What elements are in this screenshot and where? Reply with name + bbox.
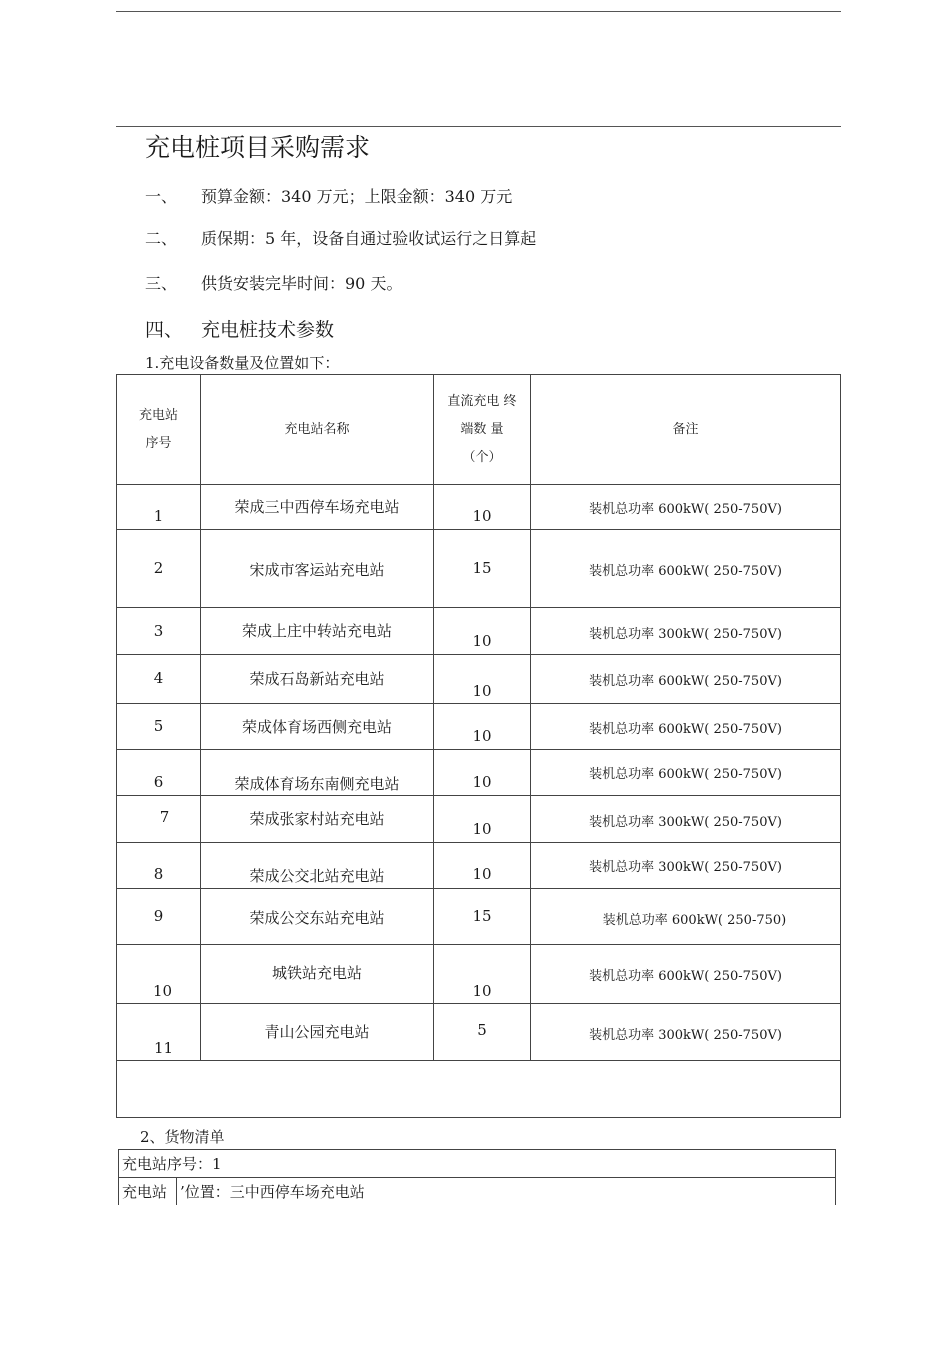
page-top-rule bbox=[116, 11, 841, 12]
cell-note: 装机总功率 600kW( 250-750V) bbox=[531, 530, 841, 608]
cell-note: 装机总功率 300kW( 250-750V) bbox=[531, 608, 841, 655]
subheading-equipment: 1.充电设备数量及位置如下： bbox=[145, 354, 340, 372]
item-text: 质保期：5 年，设备自通过验收试运行之日算起 bbox=[201, 229, 537, 248]
cell-seq: 9 bbox=[117, 889, 201, 945]
item-number: 一、 bbox=[145, 187, 178, 206]
table-row bbox=[117, 750, 841, 796]
cell-count: 10 bbox=[434, 655, 531, 704]
header-name: 充电站名称 bbox=[201, 375, 434, 485]
goods-station-location: ’位置：三中西停车场充电站 bbox=[177, 1178, 836, 1206]
cell-seq: 3 bbox=[117, 608, 201, 655]
cell-name: 荣成公交北站充电站 bbox=[201, 843, 434, 889]
cell-seq: 4 bbox=[117, 655, 201, 704]
cell-seq: 2 bbox=[117, 530, 201, 608]
header-dc-count bbox=[434, 375, 531, 485]
cell-name: 荣成三中西停车场充电站 bbox=[201, 485, 434, 530]
cell-count: 10 bbox=[434, 704, 531, 750]
cell-note: 装机总功率 600kW( 250-750) bbox=[531, 889, 841, 945]
cell-note: 装机总功率 600kW( 250-750V) bbox=[531, 655, 841, 704]
cell-name: 城铁站充电站 bbox=[201, 945, 434, 1004]
cell-count: 10 bbox=[434, 750, 531, 796]
header-seq bbox=[117, 375, 201, 485]
table-row bbox=[117, 655, 841, 704]
cell-note: 装机总功率 300kW( 250-750V) bbox=[531, 1004, 841, 1061]
table-row bbox=[117, 530, 841, 608]
cell-seq: 7 bbox=[117, 796, 201, 843]
cell-seq: 1 bbox=[117, 485, 201, 530]
table-row bbox=[117, 485, 841, 530]
goods-list-table bbox=[118, 1149, 836, 1205]
cell-name: 荣成公交东站充电站 bbox=[201, 889, 434, 945]
goods-station-label: 充电站 bbox=[119, 1178, 177, 1206]
cell-count: 10 bbox=[434, 945, 531, 1004]
section-title: 充电桩技术参数 bbox=[201, 319, 335, 341]
cell-name: 青山公园充电站 bbox=[201, 1004, 434, 1061]
cell-seq: 6 bbox=[117, 750, 201, 796]
cell-count: 10 bbox=[434, 485, 531, 530]
item-text: 预算金额：340 万元；上限金额：340 万元 bbox=[201, 187, 513, 206]
cell-count: 10 bbox=[434, 608, 531, 655]
cell-count: 15 bbox=[434, 889, 531, 945]
item-number: 三、 bbox=[145, 274, 178, 293]
cell-note: 装机总功率 600kW( 250-750V) bbox=[531, 750, 841, 796]
cell-name: 荣成石岛新站充电站 bbox=[201, 655, 434, 704]
goods-row bbox=[119, 1178, 836, 1206]
header-note: 备注 bbox=[531, 375, 841, 485]
cell-count: 5 bbox=[434, 1004, 531, 1061]
subheading-goods-list: 2、货物清单 bbox=[140, 1128, 225, 1146]
header-seq-line1: 充电站 bbox=[138, 407, 178, 423]
goods-station-seq: 充电站序号：1 bbox=[119, 1150, 836, 1178]
cell-note: 装机总功率 300kW( 250-750V) bbox=[531, 796, 841, 843]
header-dc-line1: 直流充电 终 bbox=[447, 393, 517, 409]
cell-name: 宋成市客运站充电站 bbox=[201, 530, 434, 608]
cell-note: 装机总功率 600kW( 250-750V) bbox=[531, 945, 841, 1004]
table-row bbox=[117, 704, 841, 750]
cell-note: 装机总功率 600kW( 250-750V) bbox=[531, 704, 841, 750]
cell-name: 荣成体育场西侧充电站 bbox=[201, 704, 434, 750]
table-row bbox=[117, 843, 841, 889]
cell-count: 10 bbox=[434, 796, 531, 843]
cell-seq: 10 bbox=[117, 945, 201, 1004]
item-text: 供货安装完毕时间：90 天。 bbox=[201, 274, 403, 293]
table-row bbox=[117, 796, 841, 843]
cell-name: 荣成体育场东南侧充电站 bbox=[201, 750, 434, 796]
cell-seq: 5 bbox=[117, 704, 201, 750]
table-row bbox=[117, 945, 841, 1004]
cell-count: 15 bbox=[434, 530, 531, 608]
empty-cell bbox=[117, 1061, 841, 1118]
cell-note: 装机总功率 300kW( 250-750V) bbox=[531, 843, 841, 889]
header-dc-line2: 端数 量 bbox=[460, 421, 504, 437]
cell-name: 荣成上庄中转站充电站 bbox=[201, 608, 434, 655]
goods-row bbox=[119, 1150, 836, 1178]
document-title: 充电桩项目采购需求 bbox=[145, 133, 371, 162]
item-number: 二、 bbox=[145, 229, 178, 248]
table-row bbox=[117, 608, 841, 655]
cell-seq: 8 bbox=[117, 843, 201, 889]
table-header-row bbox=[117, 375, 841, 485]
header-rule bbox=[116, 126, 841, 127]
section-number: 四、 bbox=[145, 319, 184, 341]
header-dc-line3: （个） bbox=[462, 449, 502, 465]
charging-station-table bbox=[116, 374, 841, 1118]
table-row bbox=[117, 1004, 841, 1061]
table-empty-row bbox=[117, 1061, 841, 1118]
cell-count: 10 bbox=[434, 843, 531, 889]
cell-seq: 11 bbox=[117, 1004, 201, 1061]
cell-name: 荣成张家村站充电站 bbox=[201, 796, 434, 843]
cell-note: 装机总功率 600kW( 250-750V) bbox=[531, 485, 841, 530]
header-seq-line2: 序号 bbox=[145, 435, 172, 451]
table-row bbox=[117, 889, 841, 945]
